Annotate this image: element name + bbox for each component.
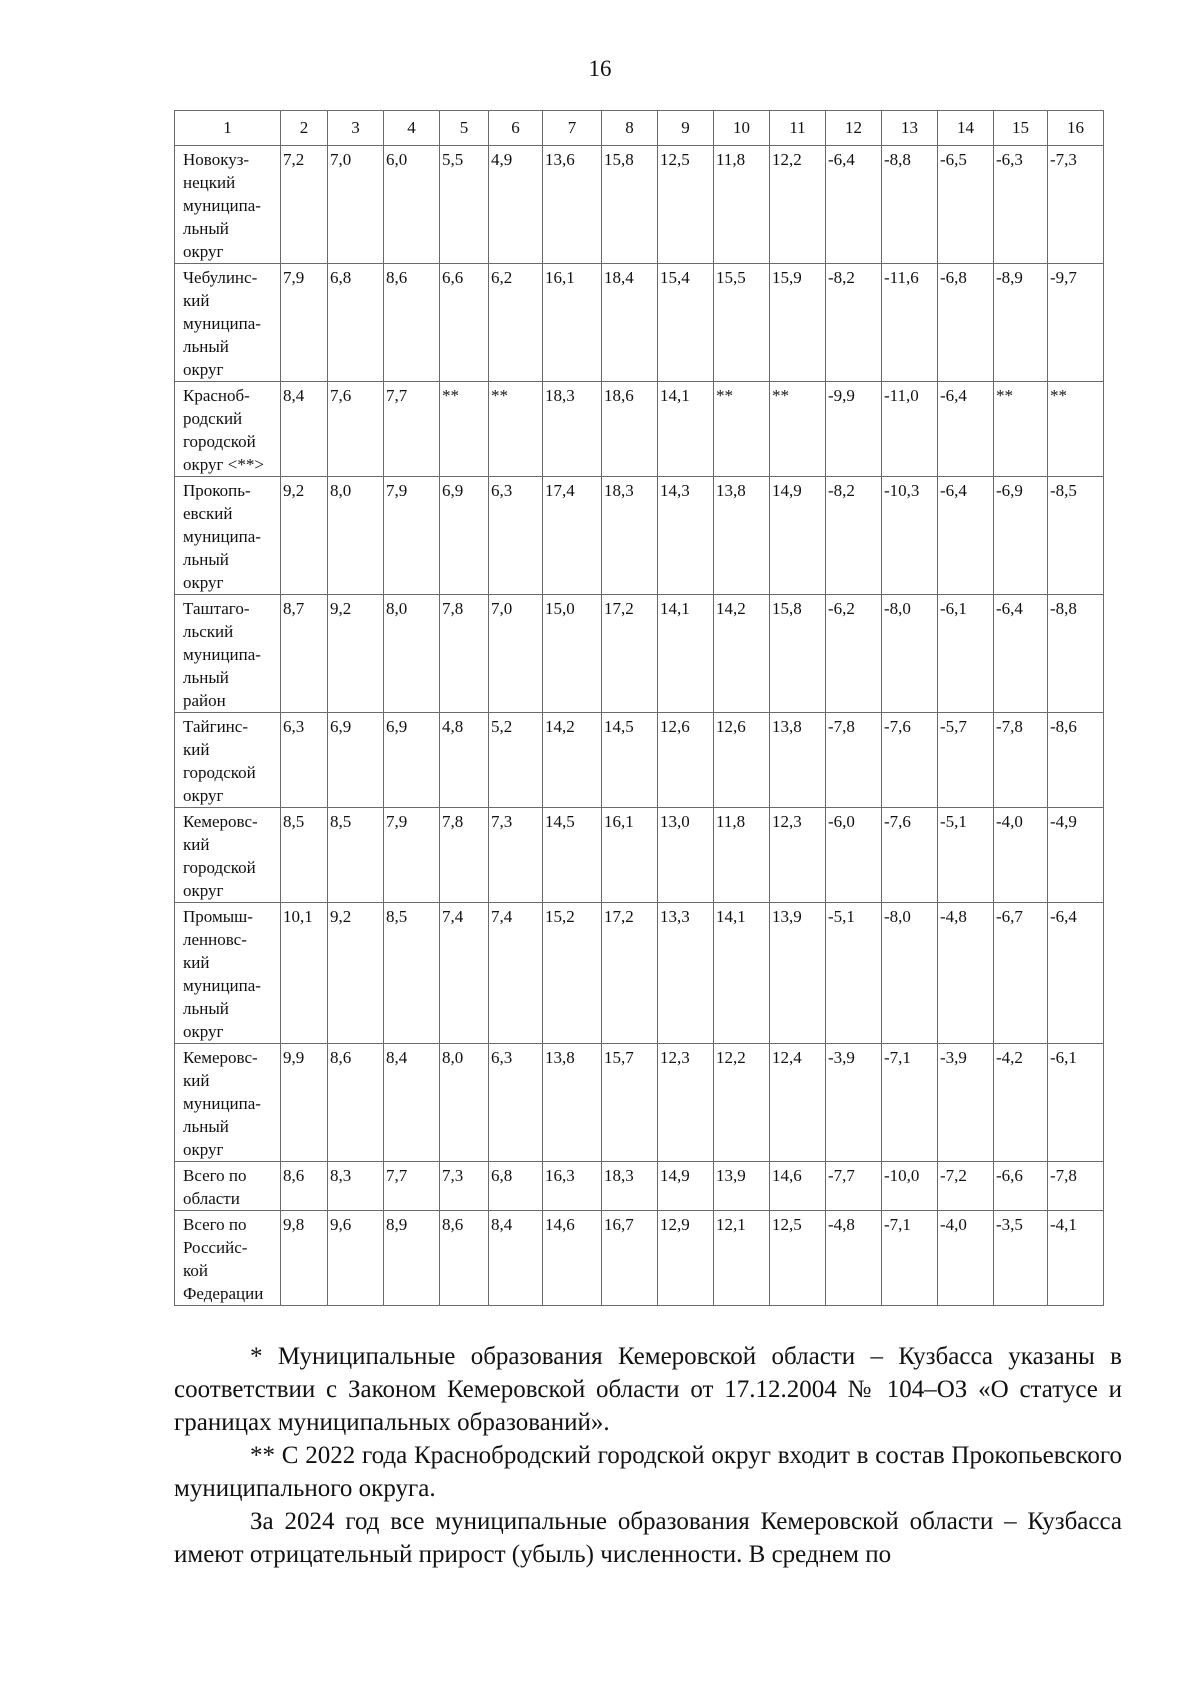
table-cell: -5,7	[938, 713, 994, 808]
table-cell: 8,4	[489, 1211, 543, 1306]
table-cell: 6,9	[328, 713, 384, 808]
column-header: 15	[994, 111, 1048, 146]
column-header: 5	[440, 111, 489, 146]
header-row	[175, 111, 1104, 146]
table-cell: 14,6	[770, 1162, 826, 1211]
table-row	[175, 808, 1104, 903]
table-cell: -6,0	[826, 808, 882, 903]
table-cell: 4,9	[489, 146, 543, 264]
table-cell: 8,6	[328, 1044, 384, 1162]
table-cell: 12,3	[770, 808, 826, 903]
table-cell: 17,2	[602, 903, 658, 1044]
table-cell: **	[1048, 382, 1104, 477]
table-cell: 13,9	[770, 903, 826, 1044]
table-cell: 17,2	[602, 595, 658, 713]
table-cell: 9,2	[328, 595, 384, 713]
table-cell: 6,9	[440, 477, 489, 595]
table-cell: -7,3	[1048, 146, 1104, 264]
page-number: 16	[588, 56, 612, 81]
municipality-name: Таштаго- льский муниципа- льный район	[175, 595, 281, 713]
table-body	[175, 146, 1104, 1306]
table-cell: -8,2	[826, 264, 882, 382]
table-cell: 8,5	[384, 903, 440, 1044]
table-cell: -6,7	[994, 903, 1048, 1044]
table-row	[175, 382, 1104, 477]
table-cell: -4,8	[938, 903, 994, 1044]
column-header: 14	[938, 111, 994, 146]
table-cell: -6,1	[938, 595, 994, 713]
table-cell: 15,8	[602, 146, 658, 264]
table-cell: 15,2	[543, 903, 602, 1044]
table-cell: 7,4	[489, 903, 543, 1044]
column-header: 4	[384, 111, 440, 146]
table-cell: -4,0	[938, 1211, 994, 1306]
table-cell: -10,0	[882, 1162, 938, 1211]
column-header: 9	[658, 111, 714, 146]
municipality-name: Всего по области	[175, 1162, 281, 1211]
table-row	[175, 713, 1104, 808]
table-cell: -8,6	[1048, 713, 1104, 808]
table-cell: 9,6	[328, 1211, 384, 1306]
table-cell: 14,1	[658, 595, 714, 713]
table-cell: -7,7	[826, 1162, 882, 1211]
table-cell: -4,0	[994, 808, 1048, 903]
table-cell: 18,3	[602, 477, 658, 595]
municipality-name: Промыш- ленновс- кий муниципа- льный округ	[175, 903, 281, 1044]
table-cell: 11,8	[714, 146, 770, 264]
table-cell: -8,2	[826, 477, 882, 595]
table-cell: 14,5	[602, 713, 658, 808]
table-row	[175, 1211, 1104, 1306]
table-cell: 15,9	[770, 264, 826, 382]
table-cell: 8,0	[440, 1044, 489, 1162]
table-cell: 7,0	[328, 146, 384, 264]
table-cell: 12,6	[658, 713, 714, 808]
column-header: 16	[1048, 111, 1104, 146]
table-cell: -8,8	[1048, 595, 1104, 713]
table-cell: -6,4	[1048, 903, 1104, 1044]
table-cell: 17,4	[543, 477, 602, 595]
table-cell: -9,7	[1048, 264, 1104, 382]
table-cell: 7,3	[489, 808, 543, 903]
municipality-name: Кемеровс- кий муниципа- льный округ	[175, 1044, 281, 1162]
summary-paragraph: За 2024 год все муниципальные образования Кемеровской области – Кузбасса имеют отрицательный прирост (убыль) численности. В среднем по	[174, 1508, 1122, 1568]
table-cell: 16,3	[543, 1162, 602, 1211]
table-cell: 7,9	[384, 808, 440, 903]
table-cell: -6,4	[938, 477, 994, 595]
table-cell: 6,8	[328, 264, 384, 382]
table-row	[175, 477, 1104, 595]
table-cell: 15,7	[602, 1044, 658, 1162]
table-row	[175, 595, 1104, 713]
table-row	[175, 1162, 1104, 1211]
table-cell: 14,1	[714, 903, 770, 1044]
table-cell: 14,1	[658, 382, 714, 477]
table-cell: -9,9	[826, 382, 882, 477]
table-row	[175, 264, 1104, 382]
table-cell: 18,4	[602, 264, 658, 382]
table-cell: -3,9	[938, 1044, 994, 1162]
column-header: 10	[714, 111, 770, 146]
table-cell: 7,8	[440, 808, 489, 903]
table-cell: 6,3	[281, 713, 328, 808]
table-cell: 8,7	[281, 595, 328, 713]
table-cell: 8,0	[328, 477, 384, 595]
table-cell: 8,5	[328, 808, 384, 903]
table-cell: -7,2	[938, 1162, 994, 1211]
municipality-name: Чебулинс- кий муниципа- льный округ	[175, 264, 281, 382]
table-cell: 6,0	[384, 146, 440, 264]
table-cell: 13,6	[543, 146, 602, 264]
table-cell: -6,9	[994, 477, 1048, 595]
table-cell: 8,0	[384, 595, 440, 713]
municipality-name: Всего по Российс- кой Федерации	[175, 1211, 281, 1306]
table-cell: 7,7	[384, 382, 440, 477]
table-cell: -8,5	[1048, 477, 1104, 595]
table-cell: 18,3	[602, 1162, 658, 1211]
table-cell: 15,5	[714, 264, 770, 382]
table-cell: 14,2	[543, 713, 602, 808]
table-cell: -10,3	[882, 477, 938, 595]
table-cell: 12,2	[714, 1044, 770, 1162]
table-cell: 8,5	[281, 808, 328, 903]
table-cell: 8,4	[281, 382, 328, 477]
table-cell: 5,5	[440, 146, 489, 264]
table-cell: **	[714, 382, 770, 477]
table-cell: 8,4	[384, 1044, 440, 1162]
table-cell: 12,4	[770, 1044, 826, 1162]
table-cell: 8,6	[281, 1162, 328, 1211]
column-header: 6	[489, 111, 543, 146]
table-cell: 7,3	[440, 1162, 489, 1211]
table-cell: -6,3	[994, 146, 1048, 264]
table-cell: 9,2	[328, 903, 384, 1044]
table-cell: 14,9	[658, 1162, 714, 1211]
table-cell: 14,6	[543, 1211, 602, 1306]
table-cell: 8,3	[328, 1162, 384, 1211]
table-cell: 12,6	[714, 713, 770, 808]
table-cell: -6,5	[938, 146, 994, 264]
demographics-table	[174, 110, 1104, 1306]
table-cell: 14,5	[543, 808, 602, 903]
table-cell: 13,9	[714, 1162, 770, 1211]
table-cell: 6,6	[440, 264, 489, 382]
table-cell: 7,9	[384, 477, 440, 595]
table-cell: 7,7	[384, 1162, 440, 1211]
table-cell: 13,8	[770, 713, 826, 808]
table-cell: 13,3	[658, 903, 714, 1044]
table-cell: 16,1	[543, 264, 602, 382]
table-cell: 12,2	[770, 146, 826, 264]
table-cell: 12,5	[658, 146, 714, 264]
municipality-name: Тайгинс- кий городской округ	[175, 713, 281, 808]
table-cell: 13,8	[543, 1044, 602, 1162]
table-cell: 6,9	[384, 713, 440, 808]
column-header: 8	[602, 111, 658, 146]
table-cell: 7,2	[281, 146, 328, 264]
column-header: 13	[882, 111, 938, 146]
table-header	[175, 111, 1104, 146]
table-cell: 9,9	[281, 1044, 328, 1162]
table-cell: -4,9	[1048, 808, 1104, 903]
table-cell: 6,8	[489, 1162, 543, 1211]
column-header: 11	[770, 111, 826, 146]
table-cell: -4,2	[994, 1044, 1048, 1162]
table-cell: 18,3	[543, 382, 602, 477]
table-cell: 12,5	[770, 1211, 826, 1306]
table-cell: -8,0	[882, 595, 938, 713]
table-cell: 12,9	[658, 1211, 714, 1306]
table-cell: -7,6	[882, 808, 938, 903]
table-cell: 16,7	[602, 1211, 658, 1306]
footnote-krasnobrodsky: ** С 2022 года Краснобродский городской округ входит в состав Прокопьевского муниципального округа.	[174, 1442, 1122, 1502]
table-cell: 15,4	[658, 264, 714, 382]
table-cell: -4,8	[826, 1211, 882, 1306]
table-cell: -5,1	[938, 808, 994, 903]
table-cell: -7,6	[882, 713, 938, 808]
column-header: 3	[328, 111, 384, 146]
table-cell: -6,1	[1048, 1044, 1104, 1162]
table-row	[175, 146, 1104, 264]
table-cell: -8,8	[882, 146, 938, 264]
footnotes	[174, 1340, 1122, 1571]
table-cell: -5,1	[826, 903, 882, 1044]
table-cell: **	[489, 382, 543, 477]
footnote-municipal: * Муниципальные образования Кемеровской области – Кузбасса указаны в соответствии с Законом Кемеровской области от 17.12.2004 № 104–ОЗ «О статусе и границах муниципальных образований».	[174, 1343, 1122, 1436]
table-cell: 14,2	[714, 595, 770, 713]
table-cell: -6,4	[938, 382, 994, 477]
table-cell: **	[770, 382, 826, 477]
table-cell: -11,6	[882, 264, 938, 382]
municipality-name: Новокуз- нецкий муниципа- льный округ	[175, 146, 281, 264]
table-cell: 14,3	[658, 477, 714, 595]
table-cell: 18,6	[602, 382, 658, 477]
table-cell: 11,8	[714, 808, 770, 903]
table-cell: 4,8	[440, 713, 489, 808]
column-header: 1	[175, 111, 281, 146]
table-cell: **	[994, 382, 1048, 477]
table-cell: 8,6	[440, 1211, 489, 1306]
table-cell: -6,8	[938, 264, 994, 382]
table-cell: 9,2	[281, 477, 328, 595]
table-cell: 6,3	[489, 477, 543, 595]
table-cell: -11,0	[882, 382, 938, 477]
table-cell: 7,6	[328, 382, 384, 477]
table-cell: 8,6	[384, 264, 440, 382]
municipality-name: Кемеровс- кий городской округ	[175, 808, 281, 903]
table-cell: -6,6	[994, 1162, 1048, 1211]
table-cell: 16,1	[602, 808, 658, 903]
table-cell: 12,3	[658, 1044, 714, 1162]
table-cell: -7,1	[882, 1211, 938, 1306]
table-cell: -7,8	[994, 713, 1048, 808]
table-row	[175, 1044, 1104, 1162]
municipality-name: Красноб- родский городской округ <**>	[175, 382, 281, 477]
table-cell: **	[440, 382, 489, 477]
column-header: 7	[543, 111, 602, 146]
table-cell: -6,2	[826, 595, 882, 713]
table-cell: 7,4	[440, 903, 489, 1044]
table-cell: 7,0	[489, 595, 543, 713]
table-cell: 7,8	[440, 595, 489, 713]
table-cell: -6,4	[994, 595, 1048, 713]
municipality-name: Прокопь- евский муниципа- льный округ	[175, 477, 281, 595]
table-cell: 13,0	[658, 808, 714, 903]
table-cell: -3,9	[826, 1044, 882, 1162]
table-row	[175, 903, 1104, 1044]
table-cell: 6,2	[489, 264, 543, 382]
table-cell: 14,9	[770, 477, 826, 595]
table-cell: 12,1	[714, 1211, 770, 1306]
table-cell: 15,8	[770, 595, 826, 713]
table-cell: 5,2	[489, 713, 543, 808]
table-cell: -7,1	[882, 1044, 938, 1162]
table-cell: -6,4	[826, 146, 882, 264]
table-cell: -3,5	[994, 1211, 1048, 1306]
table-cell: 6,3	[489, 1044, 543, 1162]
table-cell: 10,1	[281, 903, 328, 1044]
table-cell: 9,8	[281, 1211, 328, 1306]
table-cell: -8,0	[882, 903, 938, 1044]
table-cell: -7,8	[826, 713, 882, 808]
column-header: 2	[281, 111, 328, 146]
table-cell: 7,9	[281, 264, 328, 382]
column-header: 12	[826, 111, 882, 146]
table-cell: 8,9	[384, 1211, 440, 1306]
table-cell: -4,1	[1048, 1211, 1104, 1306]
table-cell: -7,8	[1048, 1162, 1104, 1211]
table-cell: -8,9	[994, 264, 1048, 382]
table-cell: 15,0	[543, 595, 602, 713]
table-cell: 13,8	[714, 477, 770, 595]
